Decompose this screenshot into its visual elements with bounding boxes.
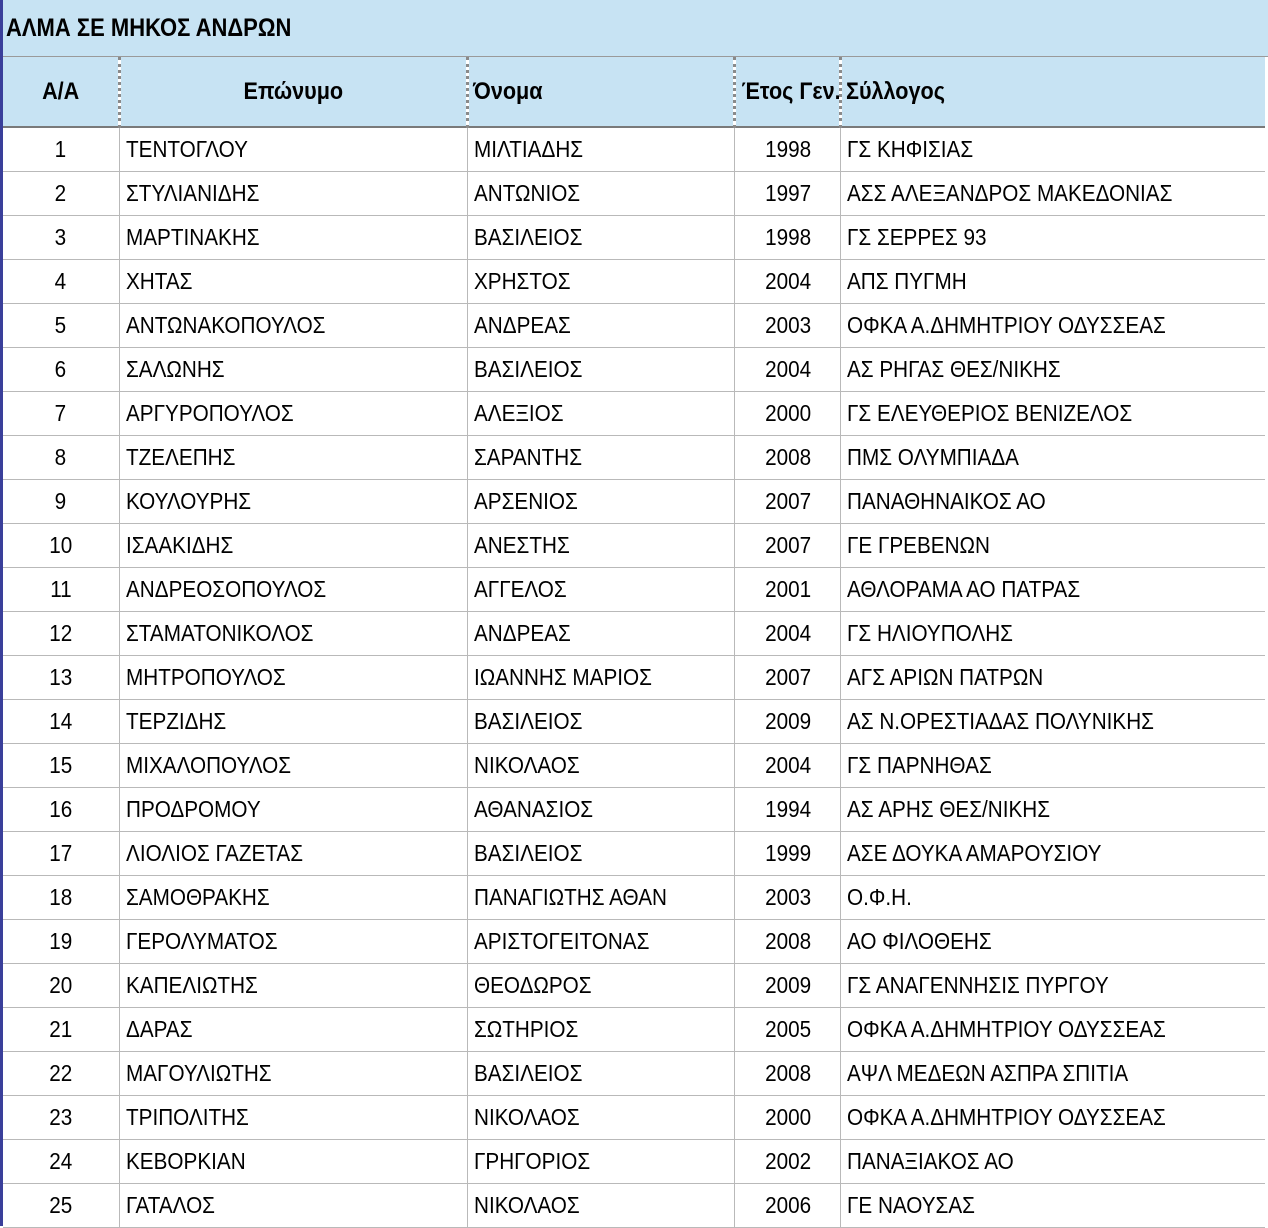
cell-surname[interactable]: ΙΣΑΑΚΙΔΗΣ — [119, 523, 467, 567]
cell-aa[interactable]: 6 — [3, 347, 119, 391]
cell-name[interactable]: ΣΑΡΑΝΤΗΣ — [467, 435, 734, 479]
cell-surname[interactable]: ΜΗΤΡΟΠΟΥΛΟΣ — [119, 655, 467, 699]
cell-birth-year[interactable]: 2007 — [734, 523, 840, 567]
cell-name[interactable]: ΘΕΟΔΩΡΟΣ — [467, 963, 734, 1007]
cell-surname[interactable]: ΣΤΑΜΑΤΟΝΙΚΟΛΟΣ — [119, 611, 467, 655]
cell-birth-year[interactable]: 1998 — [734, 215, 840, 259]
cell-surname[interactable]: ΣΤΥΛΙΑΝΙΔΗΣ — [119, 171, 467, 215]
athletes-table — [3, 57, 1265, 1228]
cell-aa[interactable]: 12 — [3, 611, 119, 655]
cell-birth-year[interactable]: 2003 — [734, 303, 840, 347]
cell-surname[interactable]: ΓΑΤΑΛΟΣ — [119, 1183, 467, 1227]
table-body — [3, 127, 1265, 1227]
cell-club[interactable]: ΟΦΚΑ Α.ΔΗΜΗΤΡΙΟΥ ΟΔΥΣΣΕΑΣ — [840, 1007, 1265, 1051]
cell-aa[interactable]: 7 — [3, 391, 119, 435]
cell-aa[interactable]: 25 — [3, 1183, 119, 1227]
cell-name[interactable]: ΜΙΛΤΙΑΔΗΣ — [467, 127, 734, 171]
cell-aa[interactable]: 13 — [3, 655, 119, 699]
sheet-title-bar[interactable] — [3, 0, 1268, 57]
cell-birth-year[interactable]: 2004 — [734, 259, 840, 303]
cell-club[interactable]: ΟΦΚΑ Α.ΔΗΜΗΤΡΙΟΥ ΟΔΥΣΣΕΑΣ — [840, 303, 1265, 347]
cell-surname[interactable]: ΤΖΕΛΕΠΗΣ — [119, 435, 467, 479]
header-aa[interactable]: Α/Α — [3, 57, 119, 127]
sheet-title: ΑΛΜΑ ΣΕ ΜΗΚΟΣ ΑΝΔΡΩΝ — [6, 13, 292, 42]
cell-aa[interactable]: 16 — [3, 787, 119, 831]
cell-birth-year[interactable]: 2004 — [734, 347, 840, 391]
cell-birth-year[interactable]: 2005 — [734, 1007, 840, 1051]
cell-birth-year[interactable]: 2008 — [734, 919, 840, 963]
cell-surname[interactable]: ΧΗΤΑΣ — [119, 259, 467, 303]
cell-surname[interactable]: ΓΕΡΟΛΥΜΑΤΟΣ — [119, 919, 467, 963]
cell-aa[interactable]: 17 — [3, 831, 119, 875]
cell-club[interactable]: Ο.Φ.Η. — [840, 875, 1265, 919]
table-row — [3, 831, 1265, 875]
cell-name[interactable]: ΒΑΣΙΛΕΙΟΣ — [467, 699, 734, 743]
cell-birth-year[interactable]: 1997 — [734, 171, 840, 215]
cell-name[interactable]: ΧΡΗΣΤΟΣ — [467, 259, 734, 303]
cell-name[interactable]: ΝΙΚΟΛΑΟΣ — [467, 1183, 734, 1227]
cell-birth-year[interactable]: 2008 — [734, 1051, 840, 1095]
table-row — [3, 1183, 1265, 1227]
table-row — [3, 127, 1265, 171]
cell-surname[interactable]: ΜΑΡΤΙΝΑΚΗΣ — [119, 215, 467, 259]
cell-aa[interactable]: 2 — [3, 171, 119, 215]
cell-club[interactable]: ΑΓΣ ΑΡΙΩΝ ΠΑΤΡΩΝ — [840, 655, 1265, 699]
header-name[interactable]: Όνομα — [467, 57, 734, 127]
cell-birth-year[interactable]: 2001 — [734, 567, 840, 611]
table-row — [3, 1139, 1265, 1183]
table-row — [3, 567, 1265, 611]
cell-club[interactable]: ΓΣ ΑΝΑΓΕΝΝΗΣΙΣ ΠΥΡΓΟΥ — [840, 963, 1265, 1007]
header-row — [3, 57, 1265, 127]
cell-birth-year[interactable]: 2007 — [734, 479, 840, 523]
cell-surname[interactable]: ΣΑΜΟΘΡΑΚΗΣ — [119, 875, 467, 919]
cell-birth-year[interactable]: 1999 — [734, 831, 840, 875]
cell-surname[interactable]: ΜΑΓΟΥΛΙΩΤΗΣ — [119, 1051, 467, 1095]
table-row — [3, 875, 1265, 919]
table-row — [3, 699, 1265, 743]
cell-surname[interactable]: ΑΝΤΩΝΑΚΟΠΟΥΛΟΣ — [119, 303, 467, 347]
cell-birth-year[interactable]: 2008 — [734, 435, 840, 479]
cell-surname[interactable]: ΤΡΙΠΟΛΙΤΗΣ — [119, 1095, 467, 1139]
table-row — [3, 347, 1265, 391]
table-row — [3, 1051, 1265, 1095]
cell-club[interactable]: ΓΣ ΠΑΡΝΗΘΑΣ — [840, 743, 1265, 787]
cell-name[interactable]: ΒΑΣΙΛΕΙΟΣ — [467, 1051, 734, 1095]
cell-aa[interactable]: 15 — [3, 743, 119, 787]
cell-birth-year[interactable]: 1998 — [734, 127, 840, 171]
table-row — [3, 479, 1265, 523]
cell-aa[interactable]: 24 — [3, 1139, 119, 1183]
cell-surname[interactable]: ΣΑΛΩΝΗΣ — [119, 347, 467, 391]
cell-surname[interactable]: ΚΕΒΟΡΚΙΑΝ — [119, 1139, 467, 1183]
cell-club[interactable]: ΓΣ ΗΛΙΟΥΠΟΛΗΣ — [840, 611, 1265, 655]
cell-surname[interactable]: ΤΕΝΤΟΓΛΟΥ — [119, 127, 467, 171]
cell-club[interactable]: ΑΨΛ ΜΕΔΕΩΝ ΑΣΠΡΑ ΣΠΙΤΙΑ — [840, 1051, 1265, 1095]
cell-aa[interactable]: 19 — [3, 919, 119, 963]
cell-club[interactable]: ΓΣ ΚΗΦΙΣΙΑΣ — [840, 127, 1265, 171]
cell-birth-year[interactable]: 2004 — [734, 743, 840, 787]
cell-aa[interactable]: 3 — [3, 215, 119, 259]
table-row — [3, 611, 1265, 655]
cell-surname[interactable]: ΑΝΔΡΕΟΣΟΠΟΥΛΟΣ — [119, 567, 467, 611]
cell-aa[interactable]: 14 — [3, 699, 119, 743]
cell-birth-year[interactable]: 2004 — [734, 611, 840, 655]
table-row — [3, 1095, 1265, 1139]
cell-birth-year[interactable]: 2000 — [734, 1095, 840, 1139]
table-row — [3, 171, 1265, 215]
table-row — [3, 259, 1265, 303]
cell-name[interactable]: ΑΝΕΣΤΗΣ — [467, 523, 734, 567]
cell-name[interactable]: ΝΙΚΟΛΑΟΣ — [467, 1095, 734, 1139]
cell-name[interactable]: ΑΝΤΩΝΙΟΣ — [467, 171, 734, 215]
cell-club[interactable]: ΑΣ Ν.ΟΡΕΣΤΙΑΔΑΣ ΠΟΛΥΝΙΚΗΣ — [840, 699, 1265, 743]
cell-surname[interactable]: ΛΙΟΛΙΟΣ ΓΑΖΕΤΑΣ — [119, 831, 467, 875]
cell-name[interactable]: ΑΝΔΡΕΑΣ — [467, 303, 734, 347]
cell-aa[interactable]: 4 — [3, 259, 119, 303]
cell-name[interactable]: ΒΑΣΙΛΕΙΟΣ — [467, 831, 734, 875]
cell-birth-year[interactable]: 2000 — [734, 391, 840, 435]
cell-surname[interactable]: ΜΙΧΑΛΟΠΟΥΛΟΣ — [119, 743, 467, 787]
cell-aa[interactable]: 9 — [3, 479, 119, 523]
cell-club[interactable]: ΠΑΝΑΘΗΝΑΙΚΟΣ ΑΟ — [840, 479, 1265, 523]
cell-birth-year[interactable]: 2006 — [734, 1183, 840, 1227]
cell-name[interactable]: ΝΙΚΟΛΑΟΣ — [467, 743, 734, 787]
cell-aa[interactable]: 1 — [3, 127, 119, 171]
cell-birth-year[interactable]: 1994 — [734, 787, 840, 831]
cell-club[interactable]: ΑΣ ΑΡΗΣ ΘΕΣ/ΝΙΚΗΣ — [840, 787, 1265, 831]
cell-name[interactable]: ΑΡΙΣΤΟΓΕΙΤΟΝΑΣ — [467, 919, 734, 963]
cell-surname[interactable]: ΤΕΡΖΙΔΗΣ — [119, 699, 467, 743]
table-row — [3, 787, 1265, 831]
cell-surname[interactable]: ΚΑΠΕΛΙΩΤΗΣ — [119, 963, 467, 1007]
cell-surname[interactable]: ΠΡΟΔΡΟΜΟΥ — [119, 787, 467, 831]
cell-name[interactable]: ΣΩΤΗΡΙΟΣ — [467, 1007, 734, 1051]
cell-club[interactable]: ΓΕ ΝΑΟΥΣΑΣ — [840, 1183, 1265, 1227]
cell-surname[interactable]: ΚΟΥΛΟΥΡΗΣ — [119, 479, 467, 523]
table-row — [3, 303, 1265, 347]
header-year[interactable]: Έτος Γεν. — [734, 57, 840, 127]
header-club[interactable]: Σύλλογος — [840, 57, 1265, 127]
cell-club[interactable]: ΓΕ ΓΡΕΒΕΝΩΝ — [840, 523, 1265, 567]
cell-aa[interactable]: 8 — [3, 435, 119, 479]
cell-club[interactable]: ΑΣ ΡΗΓΑΣ ΘΕΣ/ΝΙΚΗΣ — [840, 347, 1265, 391]
cell-club[interactable]: ΑΠΣ ΠΥΓΜΗ — [840, 259, 1265, 303]
table-row — [3, 919, 1265, 963]
cell-name[interactable]: ΒΑΣΙΛΕΙΟΣ — [467, 215, 734, 259]
cell-club[interactable]: ΑΘΛΟΡΑΜΑ ΑΟ ΠΑΤΡΑΣ — [840, 567, 1265, 611]
table-row — [3, 435, 1265, 479]
cell-surname[interactable]: ΑΡΓΥΡΟΠΟΥΛΟΣ — [119, 391, 467, 435]
cell-name[interactable]: ΑΓΓΕΛΟΣ — [467, 567, 734, 611]
cell-name[interactable]: ΑΘΑΝΑΣΙΟΣ — [467, 787, 734, 831]
cell-birth-year[interactable]: 2003 — [734, 875, 840, 919]
cell-club[interactable]: ΑΟ ΦΙΛΟΘΕΗΣ — [840, 919, 1265, 963]
cell-club[interactable]: ΓΣ ΣΕΡΡΕΣ 93 — [840, 215, 1265, 259]
cell-birth-year[interactable]: 2009 — [734, 963, 840, 1007]
cell-name[interactable]: ΑΡΣΕΝΙΟΣ — [467, 479, 734, 523]
header-surname[interactable]: Επώνυμο — [119, 57, 467, 127]
table-row — [3, 523, 1265, 567]
cell-club[interactable]: ΓΣ ΕΛΕΥΘΕΡΙΟΣ ΒΕΝΙΖΕΛΟΣ — [840, 391, 1265, 435]
cell-club[interactable]: ΠΑΝΑΞΙΑΚΟΣ ΑΟ — [840, 1139, 1265, 1183]
table-row — [3, 655, 1265, 699]
cell-club[interactable]: ΑΣΕ ΔΟΥΚΑ ΑΜΑΡΟΥΣΙΟΥ — [840, 831, 1265, 875]
cell-aa[interactable]: 10 — [3, 523, 119, 567]
cell-aa[interactable]: 18 — [3, 875, 119, 919]
cell-aa[interactable]: 5 — [3, 303, 119, 347]
cell-name[interactable]: ΑΛΕΞΙΟΣ — [467, 391, 734, 435]
cell-name[interactable]: ΒΑΣΙΛΕΙΟΣ — [467, 347, 734, 391]
table-header — [3, 57, 1265, 127]
cell-aa[interactable]: 20 — [3, 963, 119, 1007]
cell-surname[interactable]: ΔΑΡΑΣ — [119, 1007, 467, 1051]
cell-name[interactable]: ΓΡΗΓΟΡΙΟΣ — [467, 1139, 734, 1183]
cell-name[interactable]: ΑΝΔΡΕΑΣ — [467, 611, 734, 655]
cell-birth-year[interactable]: 2007 — [734, 655, 840, 699]
cell-club[interactable]: ΠΜΣ ΟΛΥΜΠΙΑΔΑ — [840, 435, 1265, 479]
cell-club[interactable]: ΑΣΣ ΑΛΕΞΑΝΔΡΟΣ ΜΑΚΕΔΟΝΙΑΣ — [840, 171, 1265, 215]
cell-aa[interactable]: 21 — [3, 1007, 119, 1051]
cell-aa[interactable]: 11 — [3, 567, 119, 611]
table-row — [3, 743, 1265, 787]
table-row — [3, 391, 1265, 435]
cell-name[interactable]: ΙΩΑΝΝΗΣ ΜΑΡΙΟΣ — [467, 655, 734, 699]
cell-birth-year[interactable]: 2002 — [734, 1139, 840, 1183]
cell-name[interactable]: ΠΑΝΑΓΙΩΤΗΣ ΑΘΑΝ — [467, 875, 734, 919]
cell-club[interactable]: ΟΦΚΑ Α.ΔΗΜΗΤΡΙΟΥ ΟΔΥΣΣΕΑΣ — [840, 1095, 1265, 1139]
table-row — [3, 215, 1265, 259]
table-row — [3, 1007, 1265, 1051]
cell-aa[interactable]: 22 — [3, 1051, 119, 1095]
cell-birth-year[interactable]: 2009 — [734, 699, 840, 743]
cell-aa[interactable]: 23 — [3, 1095, 119, 1139]
table-row — [3, 963, 1265, 1007]
